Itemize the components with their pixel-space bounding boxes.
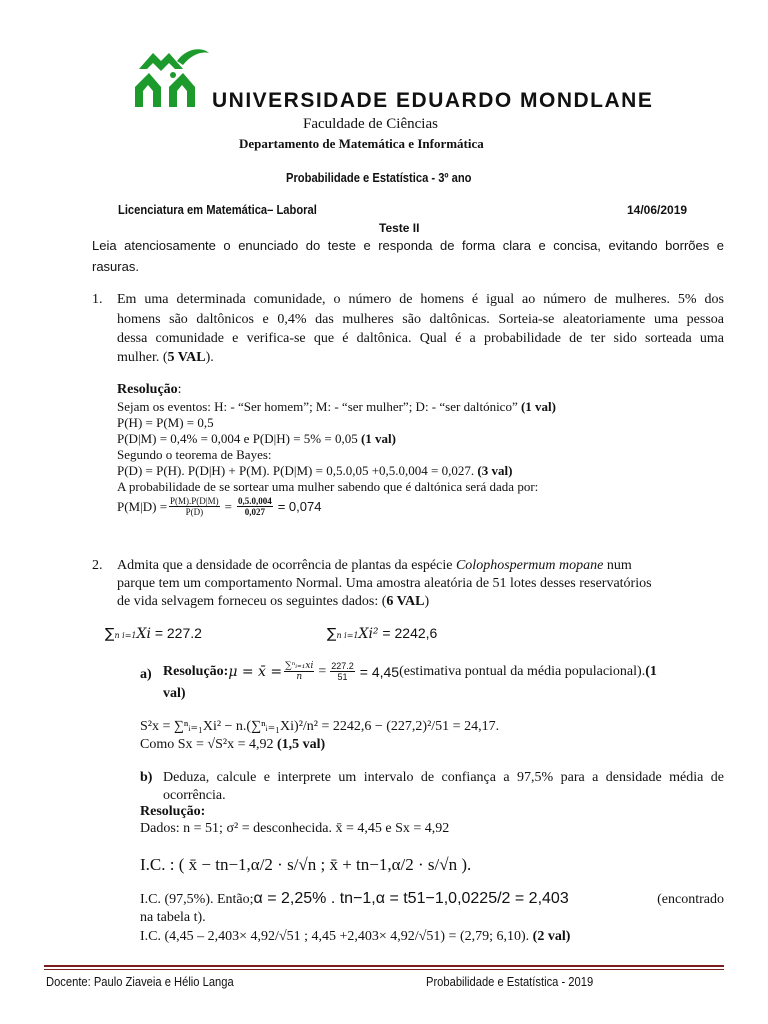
q2-sum1-var: Xi (136, 626, 151, 642)
q2b-res: Resolução: (140, 804, 206, 819)
q2a-text: (estimativa pontual da média populacional). (399, 663, 646, 679)
q1-step-1-pts: (1 val) (520, 399, 556, 414)
q1-frac2-den: 0,027 (244, 507, 265, 517)
q2-line-1 (117, 558, 632, 574)
q2b-ic-final-text: I.C. (4,45 – 2,403× 4,92/√51 ; 4,45 +2,403× 4,92/√51) = (2,79; 6,10). (140, 929, 533, 944)
q2b-ic-then-c: (encontrado (657, 892, 724, 907)
q1-result: = 0,074 (277, 499, 322, 514)
q2-sum1-symbol: ∑ (105, 626, 115, 642)
q1-step-2: P(H) = P(M) = 0,5 (117, 415, 214, 430)
q2b-data: Dados: n = 51; σ² = desconhecida. x̄ = 4,45 e Sx = 4,92 (140, 821, 450, 836)
q1-step-1-text: Sejam os eventos: H: - “Ser homem”; M: - “ser mulher”; D: - “ser daltónico” (117, 399, 521, 414)
q1-pmd-label: P(M|D) = (117, 498, 168, 514)
logo-leaf (177, 49, 209, 65)
q2-line-1-c: num (603, 558, 632, 573)
q1-line-2: homens são daltônicos e 0,4% das mulheres são daltônicas. Sorteia-se aleatoriamente uma pessoa (117, 312, 724, 327)
q1-step-5-text: P(D) = P(H). P(D|H) + P(M). P(D|M) = 0,5.0,05 +0,5.0,004 = 0,027. (117, 463, 478, 478)
q1-fraction-1 (169, 496, 220, 517)
q1-step-5 (117, 463, 512, 479)
q1-step-3-pts: (1 val) (360, 431, 396, 446)
q2a-line (163, 661, 657, 682)
q2a-frac2-den: 51 (337, 672, 348, 682)
q2a-res: Resolução: (163, 663, 229, 679)
department-name: Departamento de Matemática e Informática (239, 136, 484, 151)
q2a-frac1-num: ∑ⁿᵢ₌₁xi (285, 661, 314, 671)
q1-points: 5 VAL (167, 350, 206, 365)
q1-line-4-a: mulher. ( (117, 350, 168, 365)
q2b-ic-final-pts: (2 val) (532, 929, 571, 944)
intro-line-1: Leia atenciosamente o enunciado do teste e responda de forma clara e concisa, evitando borrões e (92, 238, 724, 253)
q1-equals: = (224, 498, 232, 514)
footer-rule-thin (44, 969, 724, 970)
q1-step-4: Segundo o teorema de Bayes: (117, 447, 272, 462)
q1-line-4-c: ). (205, 350, 214, 365)
q2-sx-pts: (1,5 val) (276, 737, 326, 752)
q2-sx-line (140, 737, 325, 753)
q1-fraction-2 (237, 496, 273, 517)
q1-step-1 (117, 399, 556, 415)
q2-line-3-a: de vida selvagem forneceu os seguintes dados: ( (117, 594, 387, 609)
q1-line-4 (117, 350, 214, 366)
q1-number: 1. (92, 292, 103, 307)
q1-step-3 (117, 431, 396, 447)
q2-points: 6 VAL (386, 594, 425, 609)
q1-frac1-num: P(M).P(D|M) (170, 496, 219, 506)
q2a-points-1: (1 (645, 663, 657, 679)
q2b-ic-then-b: α = 2,25% . tn−1,α = t51−1,0,0225/2 = 2,403 (253, 890, 569, 907)
q2-number: 2. (92, 558, 103, 573)
q2-line-1-a: Admita que a densidade de ocorrência de plantas da espécie (117, 558, 456, 573)
q2-variance-line: S²x = ∑ⁿᵢ₌₁Xi² − n.(∑ⁿᵢ₌₁Xi)²/n² = 2242,6 − (227,2)²/51 = 24,17. (140, 719, 500, 734)
course-title: Probabilidade e Estatística - 3º ano (286, 170, 472, 185)
university-logo (133, 47, 211, 107)
q1-res-colon: : (177, 382, 182, 397)
faculty-name: Faculdade de Ciências (303, 116, 438, 132)
q2-sum2-symbol: ∑ (327, 626, 337, 642)
q2-sx-text: Como Sx = √S²x = 4,92 (140, 737, 277, 752)
q2a-mu: μ = x̄ = (228, 663, 283, 680)
degree-label: Licenciatura em Matemática– Laboral (118, 202, 317, 217)
q2-sum1-limits: n i=1 (114, 631, 137, 640)
q2-sum1-val: = 227.2 (150, 625, 202, 641)
q1-line-1: Em uma determinada comunidade, o número de homens é igual ao número de mulheres. 5% dos (117, 292, 724, 307)
q1-frac1-den: P(D) (185, 507, 204, 517)
q2a-frac2-num: 227.2 (331, 661, 354, 671)
q1-line-3: dessa comunidade e verifica-se que é daltônica. Qual é a probabilidade de ter sido sorteada uma (117, 331, 724, 346)
q2-sum2-limits: n i=1 (336, 631, 359, 640)
q2a-label: a) (140, 667, 152, 682)
logo-arch-left (135, 73, 161, 107)
footer-rule-thick (44, 965, 724, 967)
footer-course: Probabilidade e Estatística - 2019 (426, 974, 594, 989)
q1-frac2-num: 0,5.0,004 (237, 496, 272, 506)
q2a-fraction-2 (330, 661, 355, 682)
q2a-points-2: val) (163, 686, 186, 701)
q1-step-7 (117, 496, 321, 517)
q2b-ic-then-a: I.C. (97,5%). Então; (140, 892, 254, 907)
q2a-fraction-1 (284, 661, 314, 682)
q1-step-5-pts: (3 val) (477, 463, 513, 478)
q2-line-2: parque tem um comportamento Normal. Uma amostra aleatória de 51 lotes desses reservatórios (117, 576, 652, 591)
q2b-ic-formula: I.C. : ( x̄ − tn−1,α/2 · s/√n ; x̄ + tn−1,α/2 · s/√n ). (140, 855, 472, 874)
q2-sum2-val: = 2242,6 (378, 625, 438, 641)
q2b-line-1: Deduza, calcule e interprete um intervalo de confiança a 97,5% para a densidade média de (163, 770, 724, 785)
logo-arch-right (169, 73, 195, 107)
q2a-equals: = (318, 663, 327, 679)
q2b-line-2: ocorrência. (163, 788, 226, 803)
exam-date: 14/06/2019 (627, 203, 688, 217)
q2b-ic-final (140, 929, 570, 945)
q2-sum-2 (327, 625, 437, 643)
q2-sum2-var: Xi² (358, 626, 379, 642)
q2b-ic-then (140, 890, 724, 908)
q2a-value: = 4,45 (359, 663, 400, 680)
logo-dot (170, 72, 176, 78)
footer-teachers: Docente: Paulo Ziaveia e Hélio Langa (46, 974, 234, 989)
q2a-frac1-den: n (296, 672, 303, 682)
test-title: Teste II (379, 221, 420, 235)
q2-species: Colophospermum mopane (455, 558, 604, 573)
logo-m-top (139, 53, 183, 71)
q2-line-3-c: ) (424, 594, 430, 609)
intro-line-2: rasuras. (92, 259, 139, 274)
q2b-label: b) (140, 770, 153, 785)
university-name: UNIVERSIDADE EDUARDO MONDLANE (212, 89, 654, 112)
q2b-ic-then-d: na tabela t). (140, 910, 206, 925)
q1-resolution-title (117, 382, 182, 398)
q2-sum-1 (105, 625, 202, 643)
q1-step-3-text: P(D|M) = 0,4% = 0,004 e P(D|H) = 5% = 0,05 (117, 431, 361, 446)
q1-step-6: A probabilidade de se sortear uma mulher sabendo que é daltónica será dada por: (117, 479, 539, 494)
q2-line-3 (117, 594, 429, 610)
q1-res-label: Resolução (117, 382, 178, 397)
